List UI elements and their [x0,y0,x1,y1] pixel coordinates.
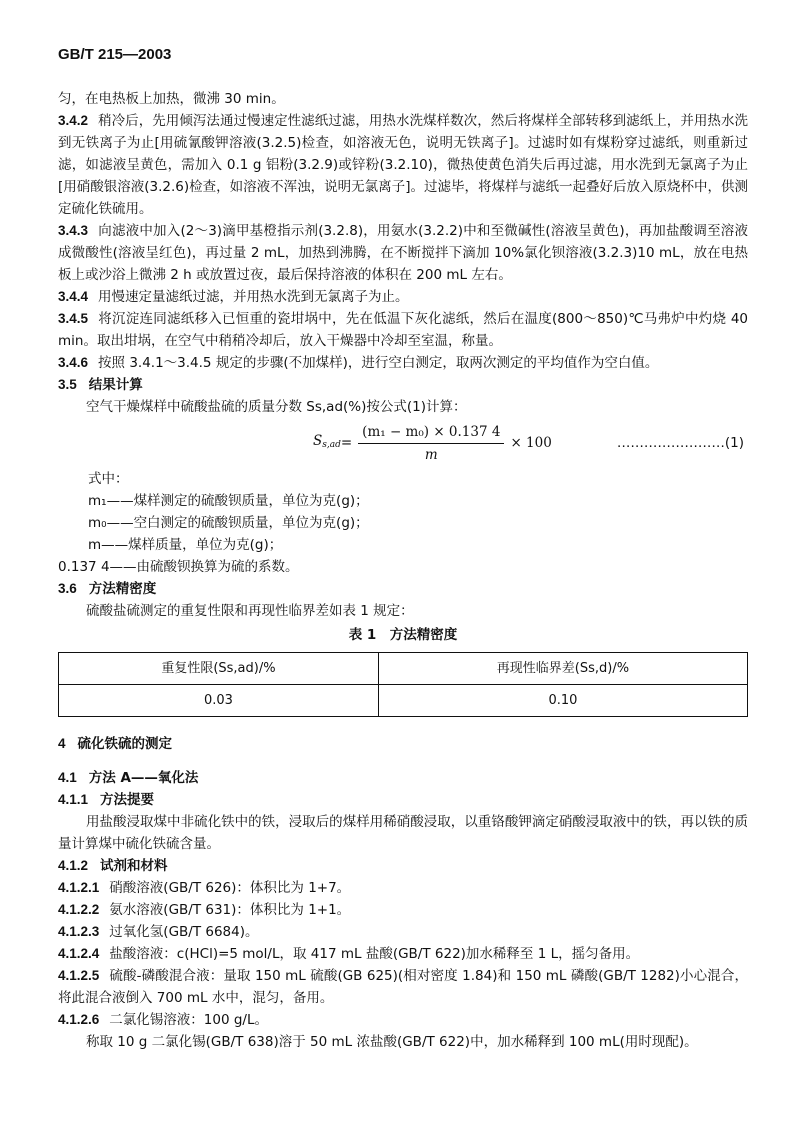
section-4-1-1-text: 用盐酸浸取煤中非硫化铁中的铁，浸取后的煤样用稀硝酸浸取，以重铬酸钾滴定硝酸浸取液中的铁，再以铁的质量计算煤中硫化铁硫含量。 [58,814,748,852]
table-header-row [59,653,748,685]
standard-number: GB/T 215—2003 [58,46,172,63]
formula-lhs: $S_{s,ad}$ [313,433,341,450]
table-row [59,685,748,717]
section-3-6-text: 硫酸盐硫测定的重复性限和再现性临界差如表 1 规定： [86,603,414,619]
section-3-5-heading: 3.5 结果计算 [58,377,143,393]
section-4-1-heading: 4.1 方法 A——氧化法 [58,770,199,786]
paragraph-3-4-6: 3.4.6 按照 3.4.1～3.4.5 规定的步骤(不加煤样)，进行空白测定，取两次测定的平均值作为空白值。 [58,355,659,371]
definition-coefficient: 0.137 4——由硫酸钡换算为硫的系数。 [58,559,299,575]
definition-m: m——煤样质量，单位为克(g)； [88,537,283,553]
reagent-4-1-2-3: 4.1.2.3 过氧化氢(GB/T 6684)。 [58,924,259,940]
formula-factor: × 100 [510,435,552,451]
paragraph-3-4-5: 3.4.5 将沉淀连同滤纸移入已恒重的瓷坩埚中，先在低温下灰化滤纸，然后在温度(800～850)℃马弗炉中灼烧 40 min。取出坩埚，在空气中稍稍冷却后，放入干燥器中冷却至室温，称量。 [58,311,748,349]
section-4-heading: 4 硫化铁硫的测定 [58,736,173,752]
table-header-reproducibility: 再现性临界差(Ss,d)/% [378,653,747,685]
section-4-1-2-heading: 4.1.2 试剂和材料 [58,858,168,874]
section-3-6-heading: 3.6 方法精密度 [58,581,157,597]
paragraph-continued: 匀，在电热板上加热，微沸 30 min。 [58,91,285,107]
paragraph-3-4-3: 3.4.3 向滤液中加入(2～3)滴甲基橙指示剂(3.2.8)，用氨水(3.2.2)中和至微碱性(溶液呈黄色)，再加盐酸调至溶液成微酸性(溶液呈红色)，再过量 2 mL，加热到沸腾，在不断搅拌下滴加 10%氯化钡溶液(3.2.3)10 mL，放在电热板上或沙浴上微沸 2 h 或放置过夜，最后保持溶液的体积在 200 mL 左右。 [58,223,748,283]
table-cell-repeatability: 0.03 [59,685,379,717]
reagent-4-1-2-5: 4.1.2.5 硫酸-磷酸混合液：量取 150 mL 硫酸(GB 625)(相对密度 1.84)和 150 mL 磷酸(GB/T 1282)小心混合，将此混合液倒入 700 mL 水中，混匀，备用。 [58,968,748,1006]
table-header-repeatability: 重复性限(Ss,ad)/% [59,653,379,685]
definition-m1: m₁——煤样测定的硫酸钡质量，单位为克(g)； [88,493,369,509]
formula-denominator: m [424,446,438,463]
document-body [58,88,748,1053]
definition-m0: m₀——空白测定的硫酸钡质量，单位为克(g)； [88,515,369,531]
formula-number: ……………………(1) [616,435,744,451]
reagent-4-1-2-4: 4.1.2.4 盐酸溶液：c(HCl)=5 mol/L，取 417 mL 盐酸(GB/T 622)加水稀释至 1 L，摇匀备用。 [58,946,640,962]
formula-1 [58,420,748,466]
where-label: 式中： [88,471,129,487]
formula-numerator: (m₁ − m₀) × 0.137 4 [358,421,504,444]
table-1-caption: 表 1 方法精密度 [348,627,458,643]
reagent-4-1-2-2: 4.1.2.2 氨水溶液(GB/T 631)：体积比为 1+1。 [58,902,351,918]
reagent-4-1-2-1: 4.1.2.1 硝酸溶液(GB/T 626)：体积比为 1+7。 [58,880,351,896]
reagent-4-1-2-6-detail: 称取 10 g 二氯化锡(GB/T 638)溶于 50 mL 浓盐酸(GB/T 622)中，加水稀释到 100 mL(用时现配)。 [86,1034,698,1050]
reagent-4-1-2-6: 4.1.2.6 二氯化锡溶液：100 g/L。 [58,1012,268,1028]
paragraph-3-4-4: 3.4.4 用慢速定量滤纸过滤，并用热水洗到无氯离子为止。 [58,289,409,305]
formula-intro: 空气干燥煤样中硫酸盐硫的质量分数 Ss,ad(%)按公式(1)计算： [86,399,467,415]
formula-equals: = [340,435,353,451]
formula-fraction [358,421,504,466]
table-cell-reproducibility: 0.10 [378,685,747,717]
paragraph-3-4-2: 3.4.2 稍冷后，先用倾泻法通过慢速定性滤纸过滤，用热水洗煤样数次，然后将煤样全部转移到滤纸上，并用热水洗到无铁离子为止[用硫氰酸钾溶液(3.2.5)检查，如溶液无色，说明无铁离子]。过滤时如有煤粉穿过滤纸，则重新过滤，如滤液呈黄色，需加入 0.1 g 铝粉(3.2.9)或锌粉(3.2.10)，微热使黄色消失后再过滤，用水洗到无氯离子为止[用硝酸银溶液(3.2.6)检查，如溶液不浑浊，说明无氯离子]。过滤毕，将煤样与滤纸一起叠好后放入原烧杯中，供测定硫化铁硫用。 [58,113,748,217]
section-4-1-1-heading: 4.1.1 方法提要 [58,792,155,808]
precision-table [58,652,748,717]
